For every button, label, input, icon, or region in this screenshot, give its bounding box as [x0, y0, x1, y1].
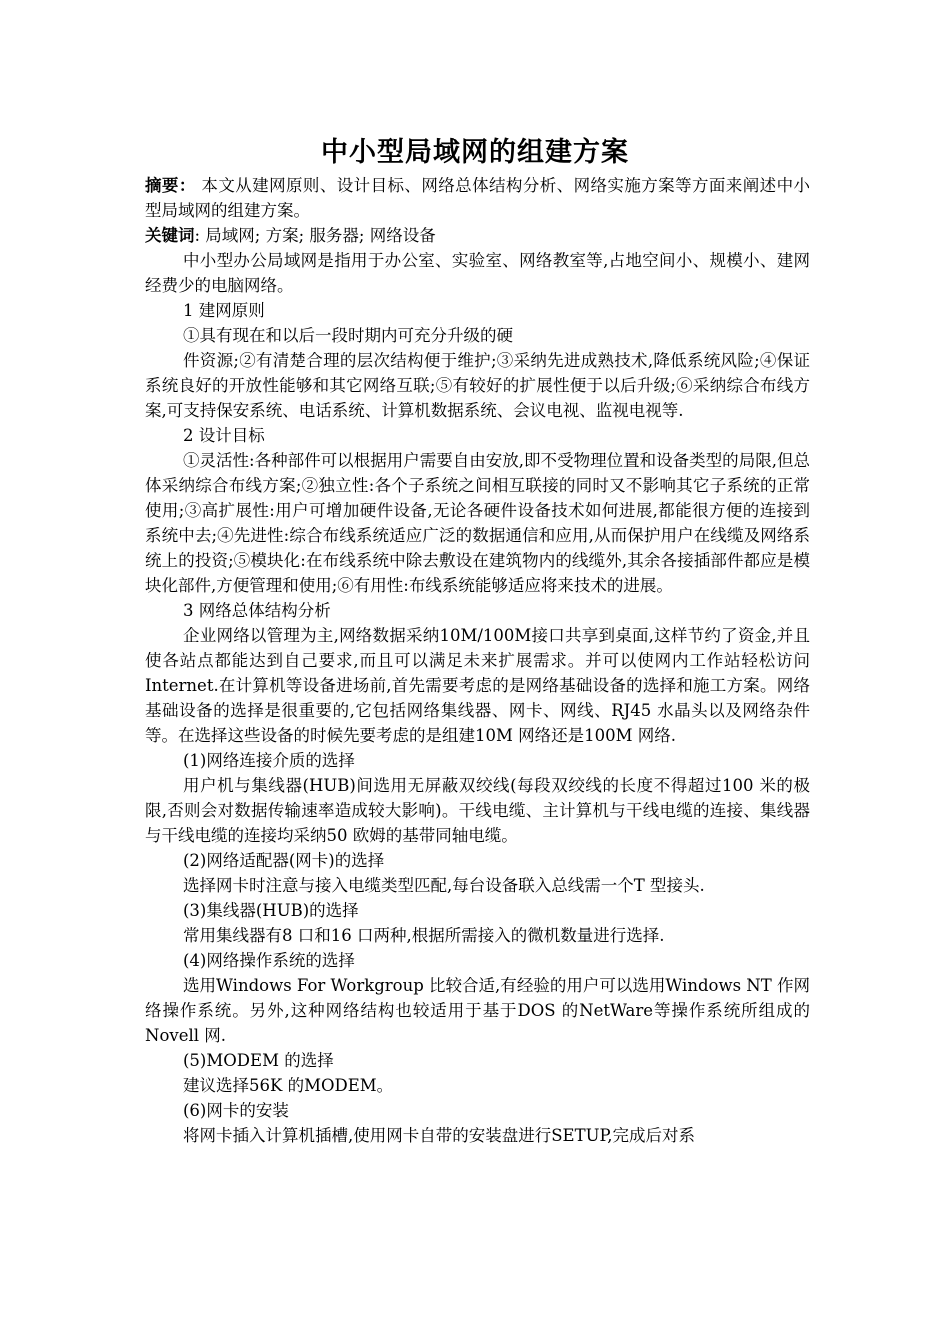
section-heading: 2 设计目标 [183, 426, 265, 445]
subsection-heading: (1)网络连接介质的选择 [183, 751, 355, 770]
abstract-text: 本文从建网原则、设计目标、网络总体结构分析、网络实施方案等方面来阐述中小型局域网的组建方案。 [145, 176, 810, 220]
keywords [145, 223, 810, 248]
keywords-text: : 局域网; 方案; 服务器; 网络设备 [194, 226, 436, 245]
intro-paragraph: 中小型办公局域网是指用于办公室、实验室、网络教室等,占地空间小、规模小、建网经费少的电脑网络。 [145, 251, 810, 295]
subsection-heading: (6)网卡的安装 [183, 1101, 289, 1120]
page-title: 中小型局域网的组建方案 [321, 137, 629, 168]
document-body [145, 173, 810, 1148]
body-paragraph: 选用Windows For Workgroup 比较合适,有经验的用户可以选用Windows NT 作网络操作系统。另外,这种网络结构也较适用于基于DOS 的NetWare等操作系统所组成的Novell 网. [145, 976, 810, 1045]
subsection-heading: (3)集线器(HUB)的选择 [183, 901, 359, 920]
body-paragraph: 将网卡插入计算机插槽,使用网卡自带的安装盘进行SETUP,完成后对系 [183, 1126, 696, 1145]
body-paragraph: 选择网卡时注意与接入电缆类型匹配,每台设备联入总线需一个T 型接头. [183, 876, 705, 895]
subsection-heading: (5)MODEM 的选择 [183, 1051, 334, 1070]
body-paragraph: 建议选择56K 的MODEM。 [183, 1076, 394, 1095]
body-paragraph: 件资源;②有清楚合理的层次结构便于维护;③采纳先进成熟技术,降低系统风险;④保证系统良好的开放性能够和其它网络互联;⑤有较好的扩展性便于以后升级;⑥采纳综合布线方案,可支持保安系统、电话系统、计算机数据系统、会议电视、监视电视等. [145, 351, 810, 420]
abstract-label: 摘要： [145, 176, 196, 195]
body-paragraph: ①灵活性:各种部件可以根据用户需要自由安放,即不受物理位置和设备类型的局限,但总体采纳综合布线方案;②独立性:各个子系统之间相互联接的同时又不影响其它子系统的正常使用;③高扩展性:用户可增加硬件设备,无论各硬件设备技术如何进展,都能很方便的连接到系统中去;④先进性:综合布线系统适应广泛的数据通信和应用,从而保护用户在线缆及网络系统上的投资;⑤模块化:在布线系统中除去敷设在建筑物内的线缆外,其余各接插部件都应是模块化部件,方便管理和使用;⑥有用性:布线系统能够适应将来技术的进展。 [145, 451, 810, 595]
section-heading: 3 网络总体结构分析 [183, 601, 331, 620]
body-paragraph: ①具有现在和以后一段时期内可充分升级的硬 [183, 326, 513, 345]
body-paragraph: 企业网络以管理为主,网络数据采纳10M/100M接口共享到桌面,这样节约了资金,并且使各站点都能达到自己要求,而且可以满足未来扩展需求。并可以使网内工作站轻松访问Internet.在计算机等设备进场前,首先需要考虑的是网络基础设备的选择和施工方案。网络基础设备的选择是很重要的,它包括网络集线器、网卡、网线、RJ45 水晶头以及网络杂件等。在选择这些设备的时候先要考虑的是组建10M 网络还是100M 网络. [145, 626, 810, 745]
abstract [145, 173, 810, 223]
body-paragraph: 常用集线器有8 口和16 口两种,根据所需接入的微机数量进行选择. [183, 926, 665, 945]
body-paragraph: 用户机与集线器(HUB)间选用无屏蔽双绞线(每段双绞线的长度不得超过100 米的极限,否则会对数据传输速率造成较大影响)。干线电缆、主计算机与干线电缆的连接、集线器与干线电缆的连接均采纳50 欧姆的基带同轴电缆。 [145, 776, 810, 845]
keywords-label: 关键词 [145, 226, 195, 245]
subsection-heading: (4)网络操作系统的选择 [183, 951, 355, 970]
subsection-heading: (2)网络适配器(网卡)的选择 [183, 851, 385, 870]
section-heading: 1 建网原则 [183, 301, 265, 320]
